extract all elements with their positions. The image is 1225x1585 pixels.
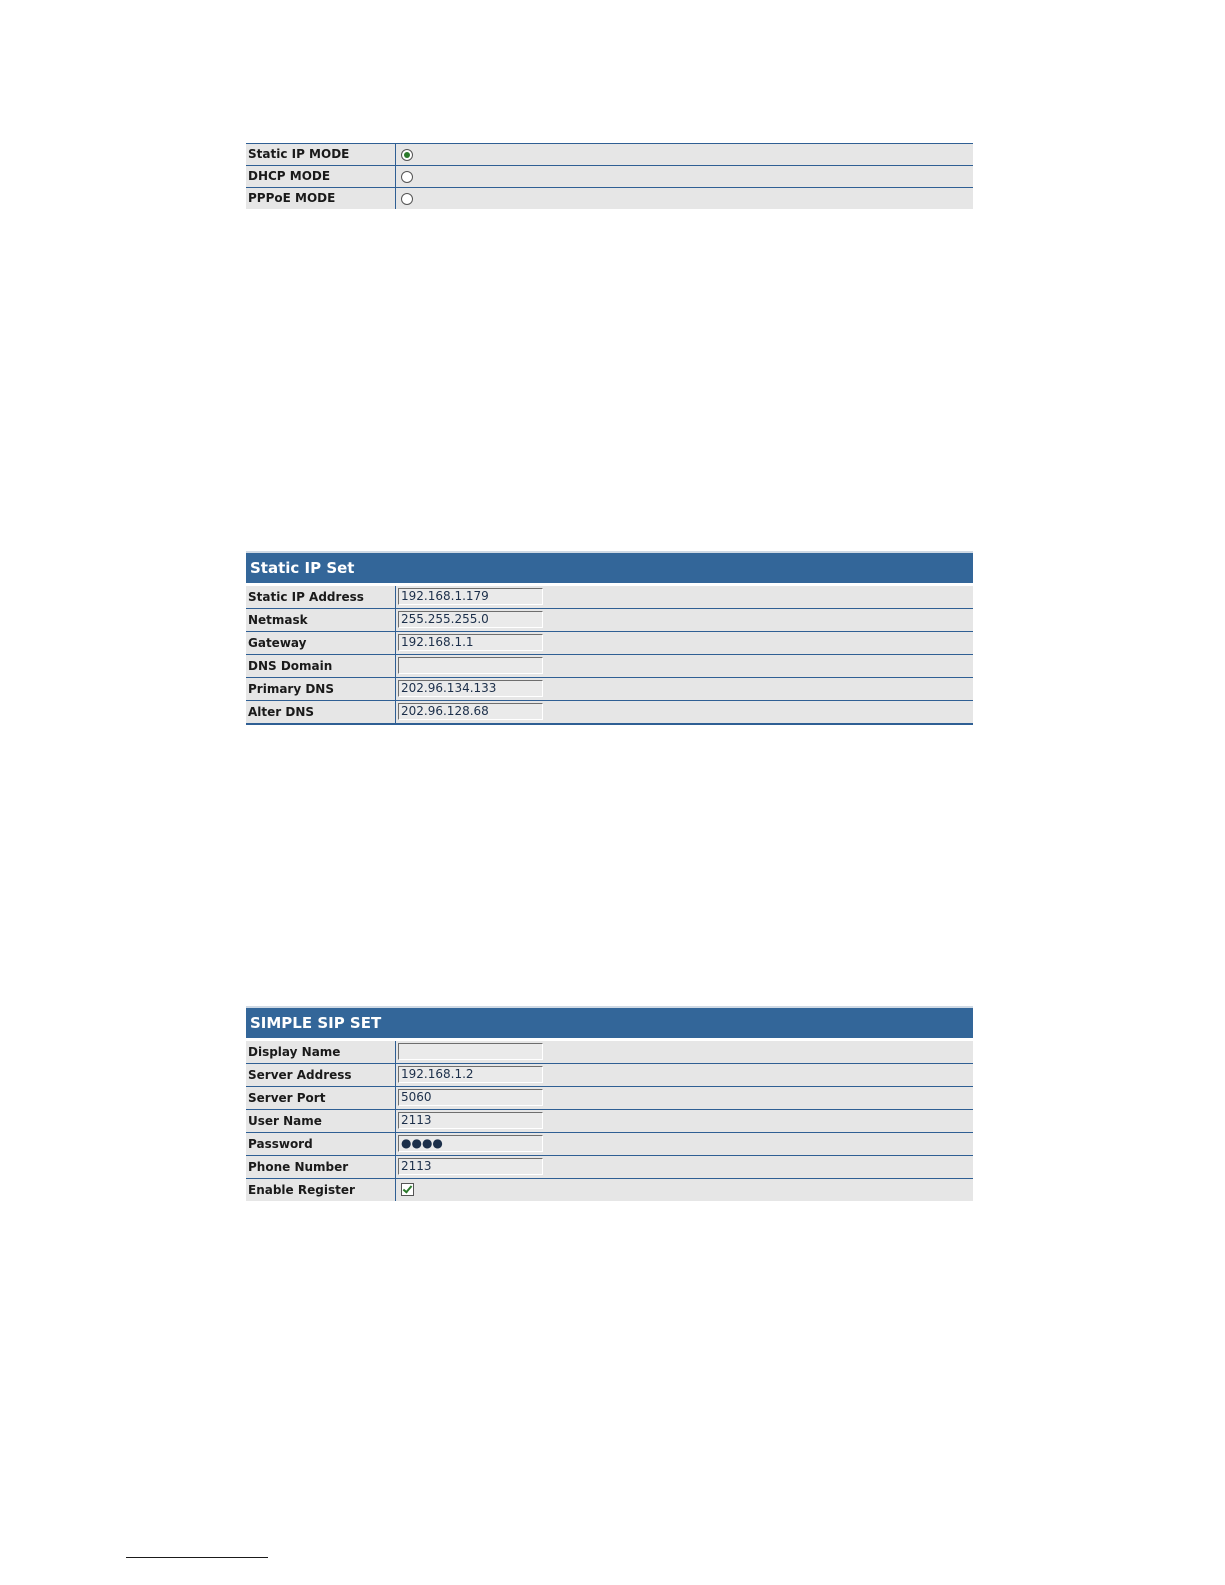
display-name-label: Display Name xyxy=(246,1041,396,1063)
gateway-label: Gateway xyxy=(246,632,396,654)
server-address-input[interactable]: 192.168.1.2 xyxy=(398,1066,543,1083)
netmask-input[interactable]: 255.255.255.0 xyxy=(398,611,543,628)
form-row xyxy=(246,1156,973,1179)
mode-label-static: Static IP MODE xyxy=(246,144,396,165)
dns-domain-label: DNS Domain xyxy=(246,655,396,677)
mode-row-static xyxy=(246,144,973,166)
form-row xyxy=(246,1087,973,1110)
alter-dns-label: Alter DNS xyxy=(246,701,396,723)
enable-register-checkbox[interactable] xyxy=(401,1183,414,1196)
static-ip-panel xyxy=(246,551,973,725)
password-label: Password xyxy=(246,1133,396,1155)
display-name-input[interactable] xyxy=(398,1043,543,1060)
netmask-label: Netmask xyxy=(246,609,396,631)
password-input[interactable]: ●●●● xyxy=(398,1135,543,1152)
form-row xyxy=(246,701,973,725)
form-row xyxy=(246,1041,973,1064)
user-name-label: User Name xyxy=(246,1110,396,1132)
pppoe-mode-radio[interactable] xyxy=(401,193,413,205)
form-row xyxy=(246,1133,973,1156)
dhcp-mode-radio[interactable] xyxy=(401,171,413,183)
form-row xyxy=(246,655,973,678)
form-row xyxy=(246,678,973,701)
simple-sip-panel xyxy=(246,1006,973,1201)
user-name-input[interactable]: 2113 xyxy=(398,1112,543,1129)
server-port-input[interactable]: 5060 xyxy=(398,1089,543,1106)
static-ip-title: Static IP Set xyxy=(246,551,973,586)
server-port-label: Server Port xyxy=(246,1087,396,1109)
phone-number-label: Phone Number xyxy=(246,1156,396,1178)
phone-number-input[interactable]: 2113 xyxy=(398,1158,543,1175)
simple-sip-title: SIMPLE SIP SET xyxy=(246,1006,973,1041)
mode-row-dhcp xyxy=(246,166,973,188)
alter-dns-input[interactable]: 202.96.128.68 xyxy=(398,703,543,720)
form-row xyxy=(246,586,973,609)
form-row xyxy=(246,609,973,632)
server-address-label: Server Address xyxy=(246,1064,396,1086)
dns-domain-input[interactable] xyxy=(398,657,543,674)
static-ip-address-input[interactable]: 192.168.1.179 xyxy=(398,588,543,605)
primary-dns-input[interactable]: 202.96.134.133 xyxy=(398,680,543,697)
gateway-input[interactable]: 192.168.1.1 xyxy=(398,634,543,651)
mode-row-pppoe xyxy=(246,188,973,209)
static-ip-address-label: Static IP Address xyxy=(246,586,396,608)
network-mode-table xyxy=(246,143,973,209)
static-ip-mode-radio[interactable] xyxy=(401,149,413,161)
mode-label-dhcp: DHCP MODE xyxy=(246,166,396,187)
form-row xyxy=(246,1179,973,1201)
form-row xyxy=(246,1064,973,1087)
primary-dns-label: Primary DNS xyxy=(246,678,396,700)
enable-register-label: Enable Register xyxy=(246,1179,396,1201)
form-row xyxy=(246,1110,973,1133)
mode-label-pppoe: PPPoE MODE xyxy=(246,188,396,209)
footer-rule xyxy=(126,1557,268,1558)
form-row xyxy=(246,632,973,655)
